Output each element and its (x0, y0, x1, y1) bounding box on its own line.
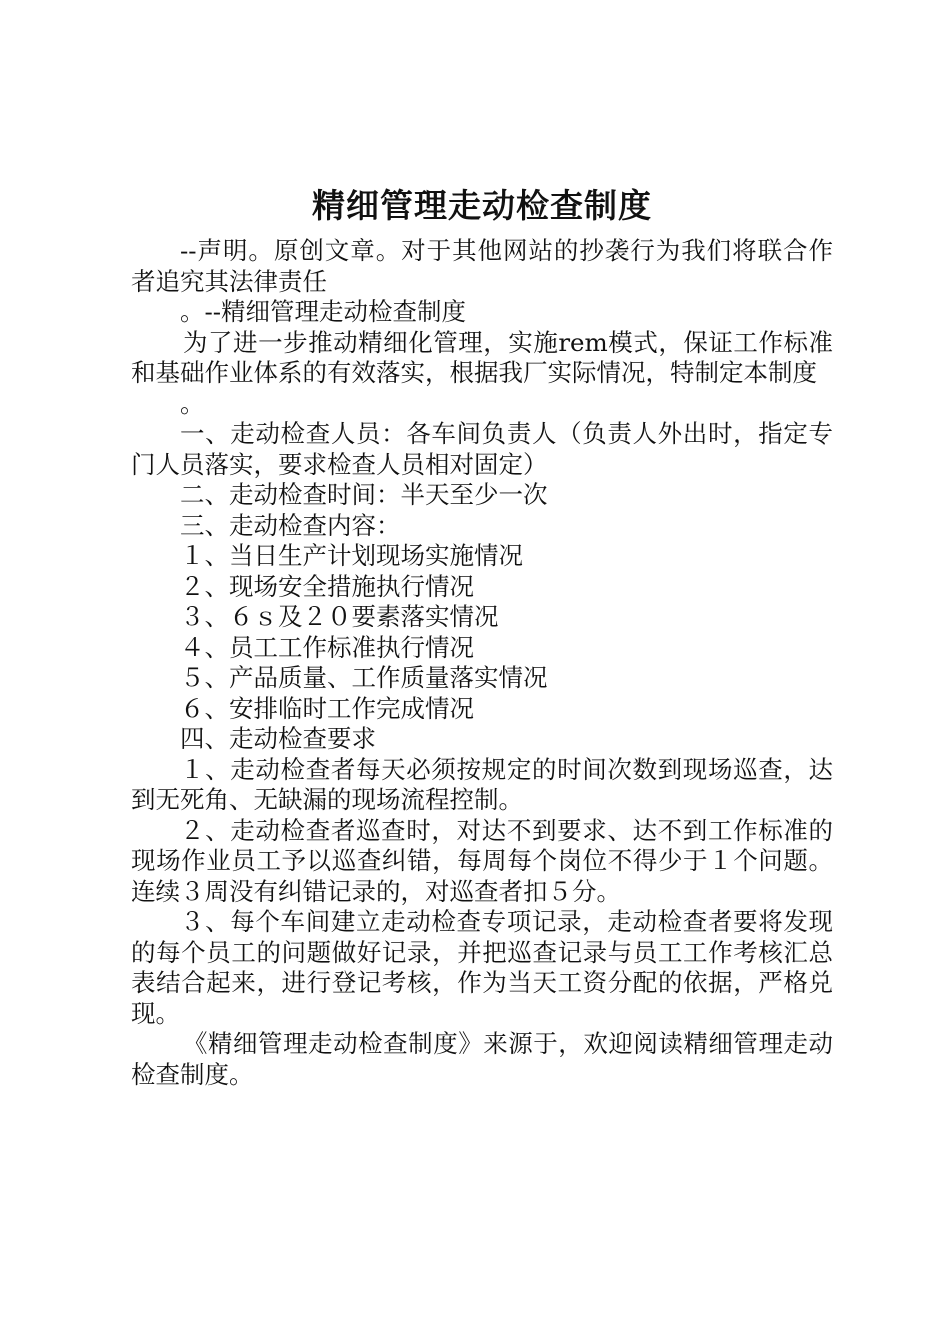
paragraph-section-3: 三、走动检查内容： (180, 510, 401, 540)
list-item-requirement-2: ２、走动检查者巡查时，对达不到要求、达不到工作标准的现场作业员工予以巡查纠错，每周每个岗位不得少于１个问题。连续３周没有纠错记录的，对巡查者扣５分。 (131, 815, 833, 906)
paragraph-intro: 为了进一步推动精细化管理，实施rem模式，保证工作标准和基础作业体系的有效落实，根据我厂实际情况，特制定本制度 (131, 327, 833, 387)
paragraph-section-1: 一、走动检查人员：各车间负责人（负责人外出时，指定专门人员落实，要求检查人员相对固定） (131, 419, 833, 479)
list-item-content-6: ６、安排临时工作完成情况 (180, 693, 474, 723)
list-item-requirement-1: １、走动检查者每天必须按规定的时间次数到现场巡查，达到无死角、无缺漏的现场流程控制。 (131, 754, 833, 814)
list-item-content-4: ４、员工工作标准执行情况 (180, 632, 474, 662)
list-item-content-1: １、当日生产计划现场实施情况 (180, 541, 523, 570)
document-title: 精细管理走动检查制度 (312, 186, 652, 225)
list-item-content-2: ２、现场安全措施执行情况 (180, 571, 474, 601)
list-item-requirement-3: ３、每个车间建立走动检查专项记录，走动检查者要将发现的每个员工的问题做好记录，并把巡查记录与员工工作考核汇总表结合起来，进行登记考核，作为当天工资分配的依据，严格兑现。 (131, 907, 833, 1028)
list-item-content-3: ３、６ｓ及２０要素落实情况 (180, 602, 499, 631)
document-page (131, 184, 833, 1090)
paragraph-section-2: 二、走动检查时间：半天至少一次 (180, 480, 548, 509)
paragraph-period: 。 (180, 388, 205, 418)
paragraph-section-4: 四、走动检查要求 (180, 724, 376, 753)
paragraph-source-note: 《精细管理走动检查制度》来源于，欢迎阅读精细管理走动检查制度。 (131, 1029, 833, 1089)
paragraph-subtitle: 。--精细管理走动检查制度 (180, 297, 467, 326)
paragraph-statement: --声明。原创文章。对于其他网站的抄袭行为我们将联合作者追究其法律责任 (131, 236, 833, 296)
list-item-content-5: ５、产品质量、工作质量落实情况 (180, 663, 548, 692)
